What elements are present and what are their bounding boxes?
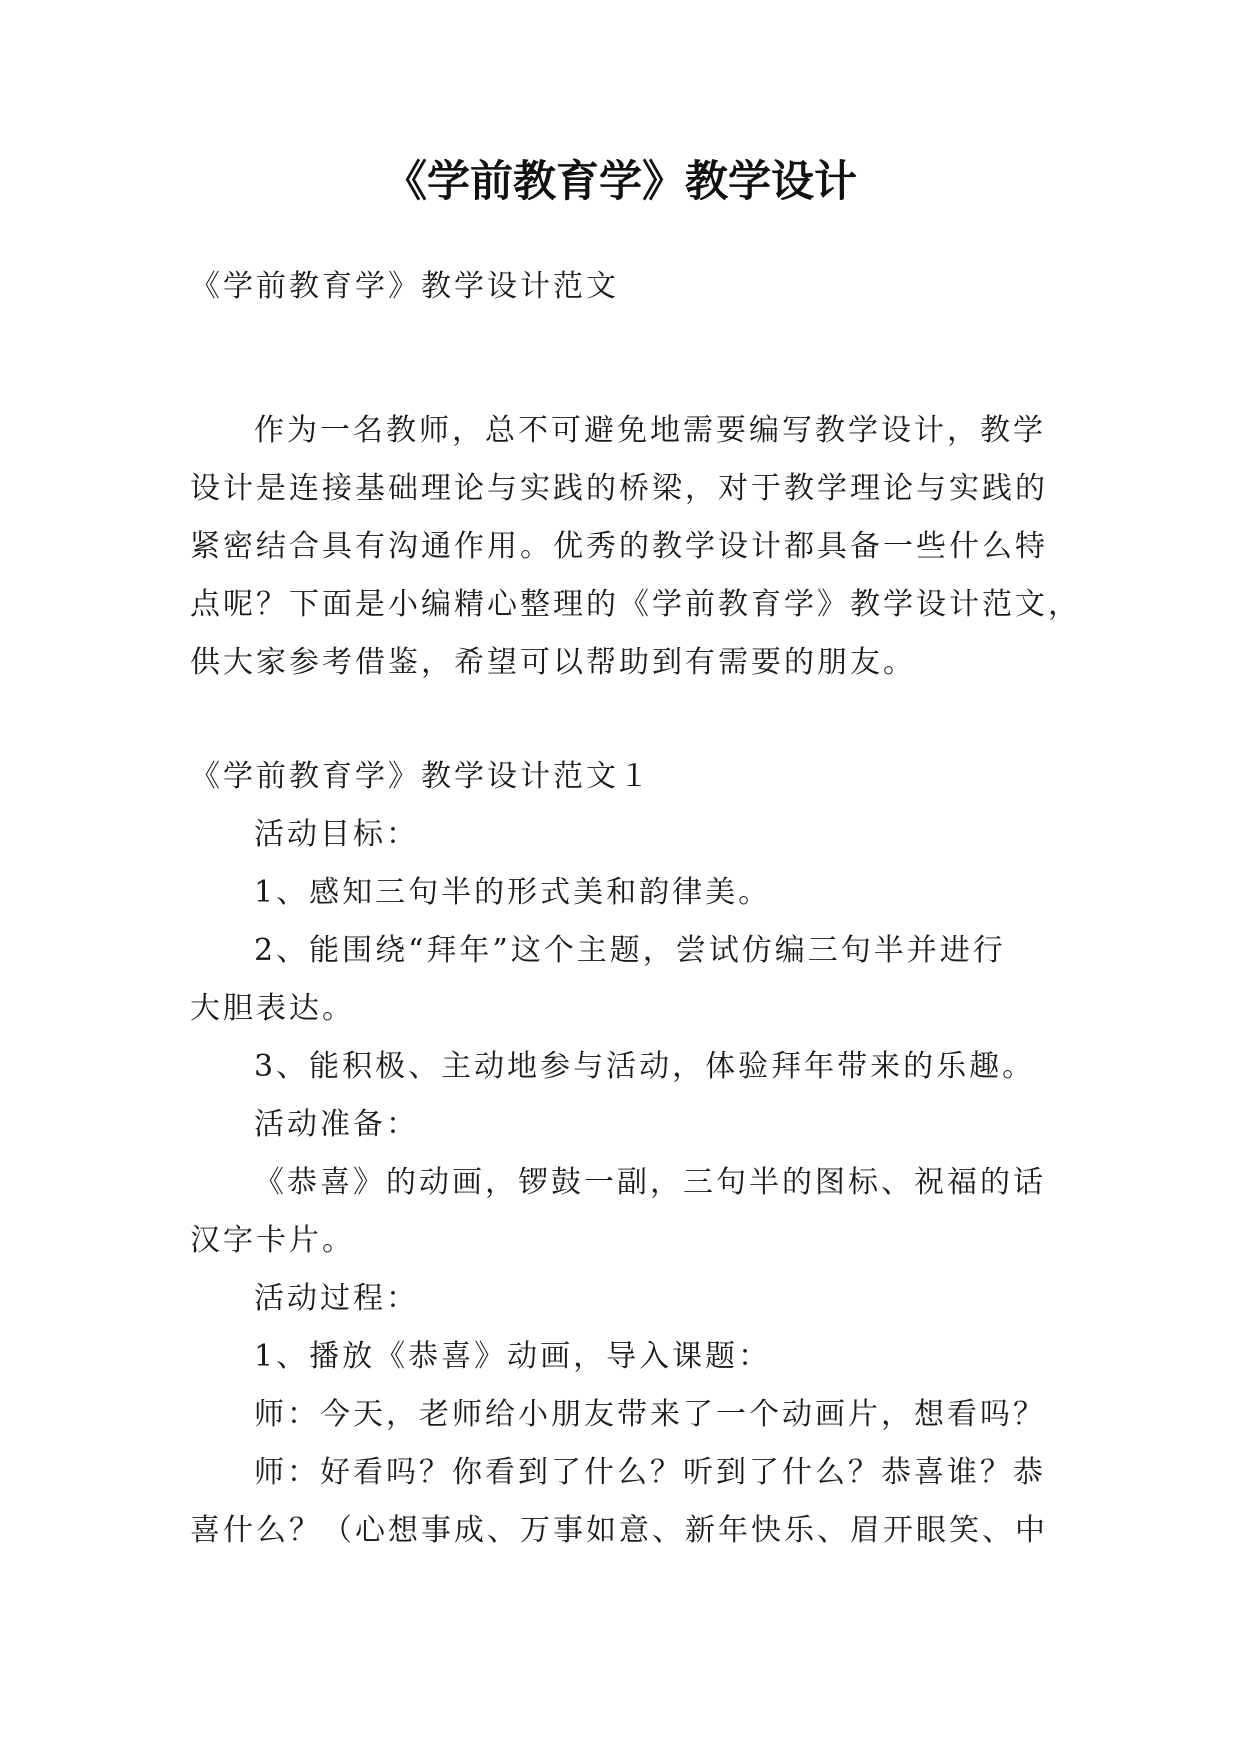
prep-text-continued: 汉字卡片。 bbox=[190, 1223, 355, 1258]
intro-line: 作为一名教师，总不可避免地需要编写教学设计，教学 bbox=[254, 413, 1046, 448]
goal-item-continued: 大胆表达。 bbox=[190, 991, 355, 1026]
goal-item: 3、能积极、主动地参与活动，体验拜年带来的乐趣。 bbox=[254, 1049, 1036, 1084]
goal-item: 2、能围绕“拜年”这个主题，尝试仿编三句半并进行 bbox=[254, 933, 1006, 968]
intro-paragraph bbox=[190, 402, 1081, 692]
dialogue-line: 师：今天，老师给小朋友带来了一个动画片，想看吗？ bbox=[254, 1397, 1046, 1432]
goal-item: 1、感知三句半的形式美和韵律美。 bbox=[254, 875, 772, 910]
prep-text: 《恭喜》的动画，锣鼓一副，三句半的图标、祝福的话 bbox=[254, 1165, 1046, 1200]
section-heading-text: 《学前教育学》教学设计范文１ bbox=[190, 759, 652, 794]
dialogue-line: 师：好看吗？你看到了什么？听到了什么？恭喜谁？恭 bbox=[254, 1455, 1046, 1490]
dialogue-line-continued: 喜什么？（心想事成、万事如意、新年快乐、眉开眼笑、中 bbox=[190, 1513, 1048, 1548]
intro-line: 供大家参考借鉴，希望可以帮助到有需要的朋友。 bbox=[190, 645, 916, 680]
intro-line: 点呢？下面是小编精心整理的《学前教育学》教学设计范文， bbox=[190, 587, 1081, 622]
section-heading bbox=[190, 748, 1065, 806]
intro-line: 设计是连接基础理论与实践的桥梁，对于教学理论与实践的 bbox=[190, 471, 1048, 506]
document-title: 《学前教育学》教学设计 bbox=[384, 157, 857, 207]
section-body bbox=[190, 806, 1065, 1560]
heading-activity-goals: 活动目标： bbox=[254, 817, 419, 852]
heading-activity-process: 活动过程： bbox=[254, 1281, 419, 1316]
subtitle-text: 《学前教育学》教学设计范文 bbox=[190, 269, 619, 304]
heading-activity-prep: 活动准备： bbox=[254, 1107, 419, 1142]
document-subtitle bbox=[190, 258, 1065, 316]
process-step: 1、播放《恭喜》动画，导入课题： bbox=[254, 1339, 772, 1374]
intro-line: 紧密结合具有沟通作用。优秀的教学设计都具备一些什么特 bbox=[190, 529, 1048, 564]
